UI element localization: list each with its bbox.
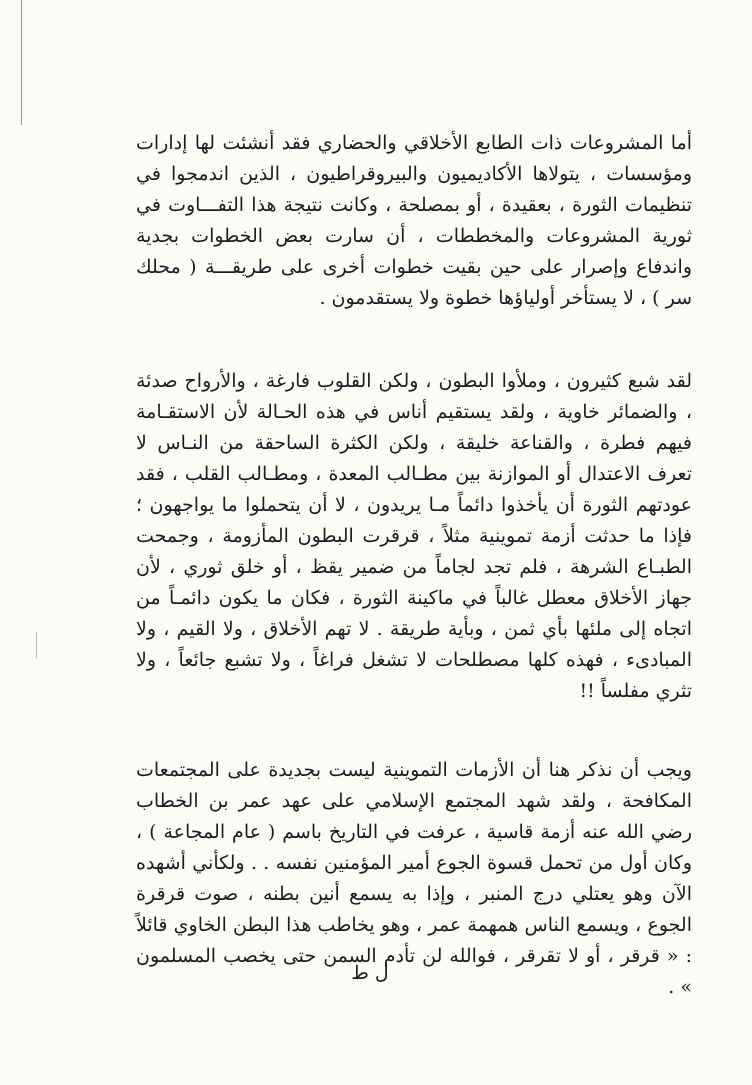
paragraph-2: لقد شبع كثيرون ، وملأوا البطون ، ولكن القلوب فارغة ، والأرواح صدئة ، والضمائر خاوية ، ولقد يستقيم أناس في هذه الحـالة لأن الاستقـامة فيهم فطرة ، والقناعة خليقة ، ولكن الكثرة الساحقة من النـاس لا تعرف الاعتدال أو الموازنة بين مطـالب المعدة ، ومطـالب القلب ، فقد عودتهم الثورة أن يأخذوا دائماً مـا يريدون ، لا أن يتحملوا ما يواجهون ؛ فإذا ما حدثت أزمة تموينية مثلاً ، قرقرت البطون المأزومة ، وجمحت الطبـاع الشرهة ، فلم تجد لجاماً من ضمير يقظ ، أو خلق ثوري ، لأن جهاز الأخلاق معطل غالباً في ماكينة الثورة ، فكان ما يكون دائمـاً من اتجاه إلى ملئها بأي ثمن ، وبأية طريقة . لا تهم الأخلاق ، ولا القيم ، ولا المبادىء ، فهذه كلها مصطلحات لا تشغل فراغاً ، ولا تشبع جائعاً ، ولا تثري مفلساً !!: [136, 370, 692, 702]
paragraph-1: أما المشروعات ذات الطابع الأخلاقي والحضاري فقد أنشئت لها إدارات ومؤسسات ، يتولاها الأكاديميون والبيروقراطيون ، الذين اندمجوا في تنظيمات الثورة ، بعقيدة ، أو بمصلحة ، وكانت نتيجة هذا التفـــاوت في ثورية المشروعات والمخططات ، أن سارت بعض الخطوات بجدية واندفاع وإصرار على حين بقيت خطوات أخرى على طريقـــة ( محلك سر ) ، لا يستأخر أولياؤها خطوة ولا يستقدمون .: [136, 132, 692, 309]
paragraph-3: ويجب أن نذكر هنا أن الأزمات التموينية ليست بجديدة على المجتمعات المكافحة ، ولقد شهد المجتمع الإسلامي على عهد عمر بن الخطاب رضي الله عنه أزمة قاسية ، عرفت في التاريخ باسم ( عام المجاعة ) ، وكان أول من تحمل قسوة الجوع أمير المؤمنين نفسه . . ولكأني أشهده الآن وهو يعتلي درج المنبر ، وإذا به يسمع أنين بطنه ، صوت قرقرة الجوع ، ويسمع الناس همهمة عمر ، وهو يخاطب هذا البطن الخاوي قائلاً : « قرقر ، أو لا تقرقر ، فوالله لن تأدم السمن حتى يخصب المسلمون » .: [136, 759, 692, 998]
paragraph-spacer: [136, 707, 692, 755]
page-body: [136, 128, 692, 1003]
scan-mark: [36, 632, 37, 658]
page-number: ل ط: [351, 962, 389, 984]
scan-margin-line: [21, 0, 22, 125]
paragraph-spacer: [136, 314, 692, 366]
